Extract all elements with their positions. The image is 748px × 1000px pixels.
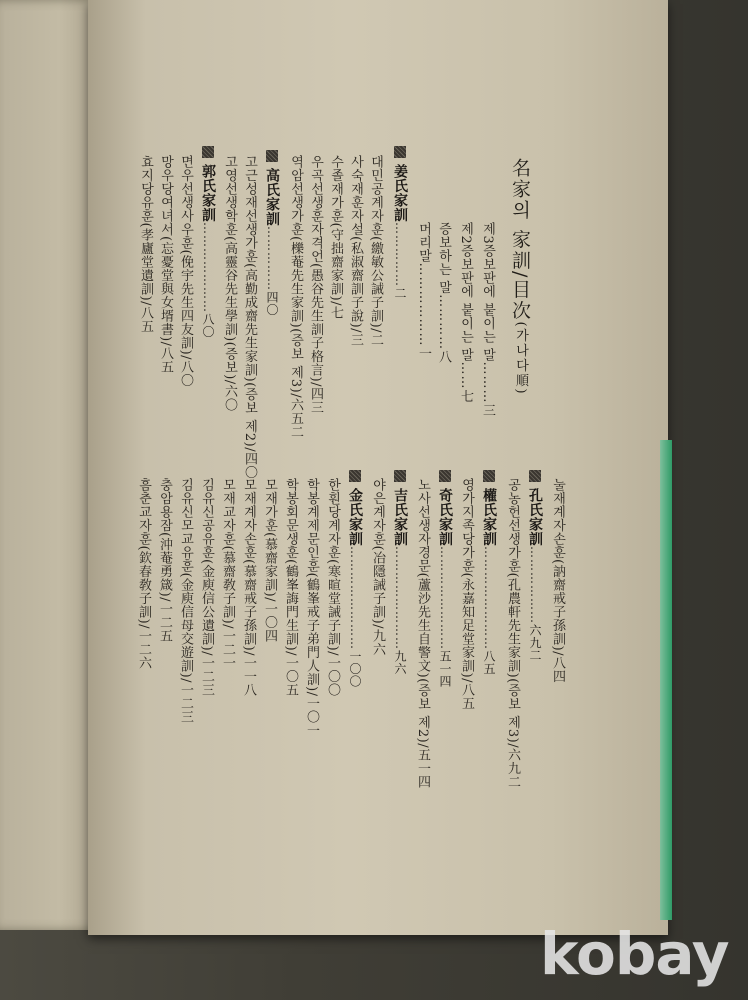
toc-page: 七 [458,389,473,404]
entry: 모재교자훈(慕齋敎子訓)/一二一 [220,478,235,670]
section-head-ko: 高氏家訓……………四〇 [264,150,279,316]
toc-text: 머리말 [416,222,431,263]
section-head-kim: 金氏家訓……………………一〇〇 [347,470,362,688]
section-marker-icon [529,470,541,482]
section-page: 四〇 [265,291,279,316]
section-title: 高氏家訓 [264,168,280,226]
entry: 우곡선생훈자격언(愚谷先生訓子格言)/四三 [308,155,323,415]
section-title: 郭氏家訓 [200,164,216,222]
entry: 수졸재가훈(守拙齋家訓)/七 [328,155,343,320]
section-head-ki: 奇氏家訓……………………五一四 [437,470,452,688]
section-title: 權氏家訓 [481,488,497,546]
section-head-kang: 姜氏家訓……………二 [392,146,407,300]
title-sub: (가나다順) [513,321,528,396]
entry: 모재가훈(慕齋家訓)/一〇四 [262,478,277,643]
section-head-kwak: 郭氏家訓…………………八〇 [200,146,215,338]
section-page: 九六 [393,650,407,675]
page-title [509,158,531,396]
entry: 김유신모교유훈(金庾信母交遊訓)/一二三 [178,478,193,724]
entry: 학봉회문생훈(鶴峯誨門生訓)/一〇五 [283,478,298,697]
entry: 학봉계제문인훈(鶴峯戒子弟門人訓)/一〇一 [304,478,319,738]
section-marker-icon [349,470,361,482]
section-title: 吉氏家訓 [392,488,408,546]
entry: 공농헌선생가훈(孔農軒先生家訓)(증보 제3)/六九二 [505,478,520,789]
section-title: 孔氏家訓 [527,488,543,546]
section-page: 六九二 [528,624,542,662]
entry: 사숙재훈자설(私淑齋訓子說)/三 [348,155,363,347]
section-page: 一〇〇 [348,650,362,688]
entry: 영가지족당가훈(永嘉知足堂家訓)/八五 [459,478,474,711]
title-text: 名家의 家訓/目次 [509,158,531,322]
page-edge-green [660,440,672,920]
front-matter-3: 증보하는 말…………八 [436,222,451,364]
section-marker-icon [266,150,278,162]
toc-text: 제3증보판에 붙이는 말 [480,222,495,362]
section-title: 金氏家訓 [347,488,363,546]
section-page: 八五 [482,650,496,675]
front-matter-2: 제2증보판에 붙이는 말……七 [458,222,473,404]
entry: 한훤당계자훈(寒暄堂誡子訓)/一〇〇 [325,478,340,697]
section-head-kil: 吉氏家訓……………………九六 [392,470,407,675]
section-head-kwon: 權氏家訓……………………八五 [481,470,496,675]
front-matter-1: 제3증보판에 붙이는 말………三 [480,222,495,418]
entry: 역암선생가훈(櫟菴先生家訓)(증보 제3)/六五二 [288,155,303,439]
front-matter-4: 머리말………………一 [416,222,431,360]
toc-text: 증보하는 말 [436,222,451,295]
entry: 모재계자손훈(慕齋戒子孫訓)/一一八 [241,478,256,697]
section-page: 二 [393,287,407,300]
section-page: 八〇 [201,313,215,338]
entry: 야은계자훈(冶隱誡子訓)/九六 [370,478,385,657]
entry: 망우당여녀서(忘憂堂與女壻書)/八五 [158,155,173,374]
entry: 고영선생학훈(高靈谷先生學訓)(증보)/六〇 [222,155,237,412]
toc-page: 八 [436,350,451,364]
entry: 흠춘교자훈(欽春敎子訓)/一二六 [136,478,151,670]
entry: 면우선생사우훈(俛宇先生四友訓)/八〇 [178,155,193,388]
toc-text: 제2증보판에 붙이는 말 [458,222,473,362]
section-title: 奇氏家訓 [437,488,453,546]
book-page [88,0,668,935]
section-marker-icon [202,146,214,158]
section-marker-icon [394,470,406,482]
entry: 충암용잠(沖菴勇箴)/一二五 [157,478,172,643]
section-marker-icon [394,146,406,158]
entry: 노사선생자경문(蘆沙先生自警文)(증보 제2)/五一四 [415,478,430,789]
entry: 대민공계자훈(繳敏公誡子訓)/二 [368,155,383,347]
toc-page: 一 [416,346,431,360]
entry: 눌재계자손훈(訥齋戒子孫訓)/八四 [550,478,565,684]
entry: 고근성재선생가훈(高勤成齋先生家訓)(증보 제2)/四〇 [242,155,257,480]
kobay-watermark: kobay [540,920,729,988]
section-page: 五一四 [438,650,452,688]
section-marker-icon [439,470,451,482]
section-title: 姜氏家訓 [392,164,408,222]
section-marker-icon [483,470,495,482]
section-head-kong: 孔氏家訓………………六九二 [527,470,542,662]
entry: 김유신공유훈(金庾信公遺訓)/一二三 [199,478,214,697]
entry: 효지당유훈(孝廬堂遺訓)/八五 [138,155,153,334]
toc-page: 三 [480,403,495,418]
